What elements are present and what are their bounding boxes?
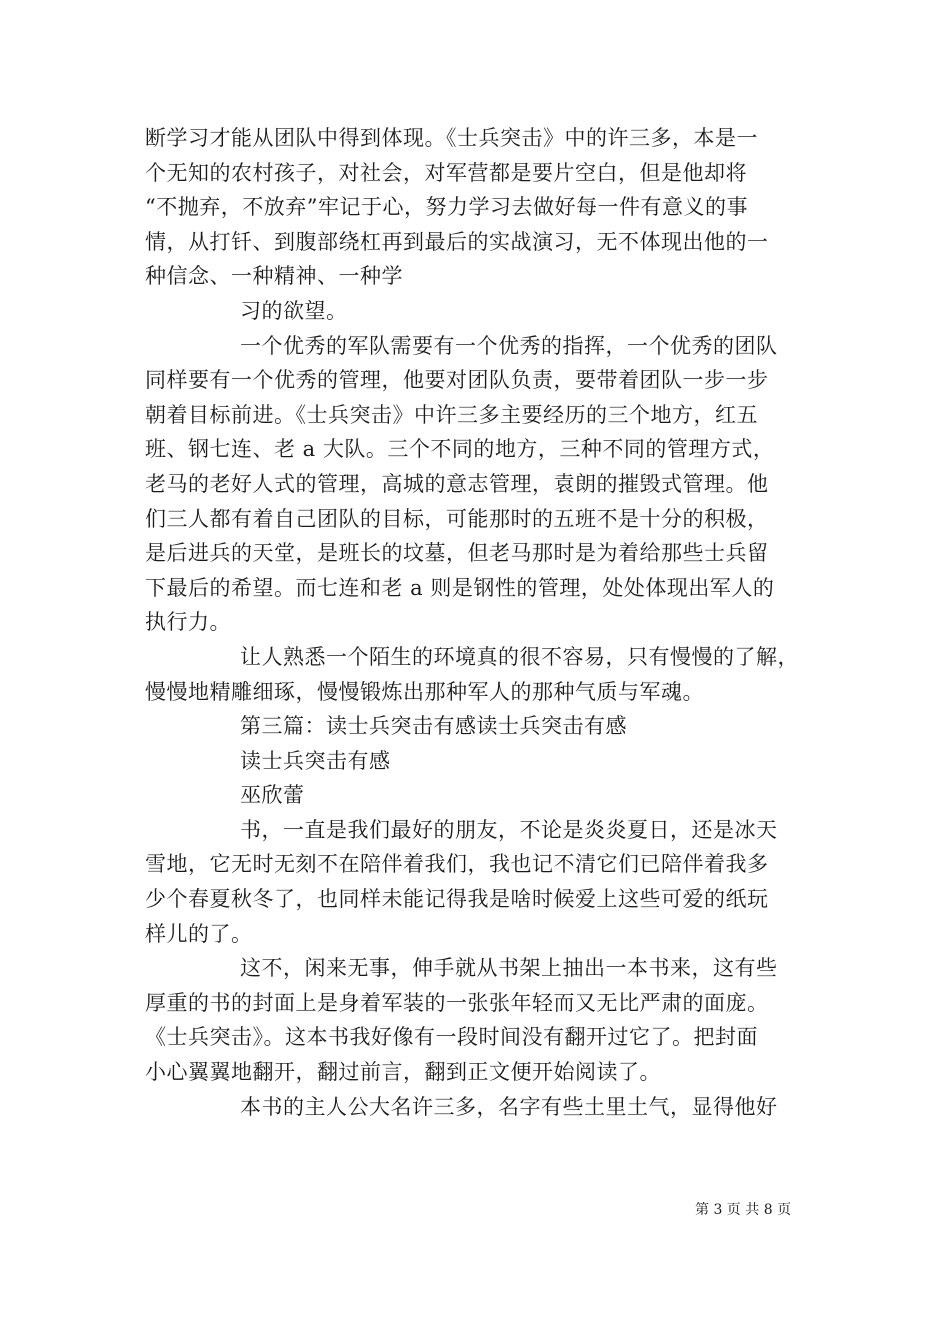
- text-line: 第三篇：读士兵突击有感读士兵突击有感: [240, 714, 627, 739]
- text-line: 同样要有一个优秀的管理，他要对团队负责，要带着团队一步一步: [145, 368, 769, 393]
- text-line: 班、钢七连、老 a 大队。三个不同的地方，三种不同的管理方式，: [145, 437, 775, 462]
- text-line: 样儿的了。: [145, 921, 253, 946]
- text-line: 断学习才能从团队中得到体现。《士兵突击》中的许三多，本是一: [145, 126, 758, 150]
- text-line: 们三人都有着自己团队的目标，可能那时的五班不是十分的积极，: [145, 506, 769, 531]
- text-line: 个无知的农村孩子，对社会，对军营都是要片空白，但是他却将: [145, 160, 747, 185]
- text-line: 老马的老好人式的管理，高城的意志管理，袁朗的摧毁式管理。他: [145, 471, 769, 496]
- text-line: 执行力。: [145, 610, 231, 635]
- text-line: “不抛弃，不放弃”牢记于心，努力学习去做好每一件有意义的事: [145, 195, 748, 220]
- text-line: 情，从打钎、到腹部绕杠再到最后的实战演习，无不体现出他的一: [145, 229, 769, 254]
- text-line: 习的欲望。: [240, 298, 348, 323]
- text-line: 巫欣蕾: [240, 783, 305, 808]
- text-line: 书，一直是我们最好的朋友，不论是炎炎夏日，还是冰天: [240, 817, 778, 842]
- text-line: 慢慢地精雕细琢，慢慢锻炼出那种军人的那种气质与军魂。: [145, 679, 704, 704]
- text-line: 让人熟悉一个陌生的环境真的很不容易，只有慢慢的了解，: [240, 644, 799, 669]
- text-line: 一个优秀的军队需要有一个优秀的指挥，一个优秀的团队: [240, 333, 778, 358]
- text-line: 下最后的希望。而七连和老 a 则是钢性的管理，处处体现出军人的: [145, 575, 775, 600]
- text-line: 是后进兵的天堂，是班长的坟墓，但老马那时是为着给那些士兵留: [145, 541, 769, 566]
- text-line: 本书的主人公大名许三多，名字有些土里土气，显得他好: [240, 1094, 778, 1119]
- text-line: 少个春夏秋冬了，也同样未能记得我是啥时候爱上这些可爱的纸玩: [145, 887, 769, 912]
- body-text: [145, 121, 810, 1124]
- text-line: 《士兵突击》。这本书我好像有一段时间没有翻开过它了。把封面: [145, 1025, 758, 1050]
- text-line: 雪地，它无时无刻不在陪伴着我们，我也记不清它们已陪伴着我多: [145, 852, 769, 877]
- text-line: 朝着目标前进。《士兵突击》中许三多主要经历的三个地方，红五: [145, 402, 758, 427]
- page-number: 第 3 页 共 8 页: [695, 1202, 792, 1218]
- text-line: 厚重的书的封面上是身着军装的一张张年轻而又无比严肃的面庞。: [145, 990, 769, 1015]
- text-line: 种信念、一种精神、一种学: [145, 264, 403, 289]
- text-line: 小心翼翼地翻开，翻过前言，翻到正文便开始阅读了。: [145, 1060, 661, 1085]
- text-line: 读士兵突击有感: [240, 748, 391, 773]
- text-line: 这不，闲来无事，伸手就从书架上抽出一本书来，这有些: [240, 956, 778, 981]
